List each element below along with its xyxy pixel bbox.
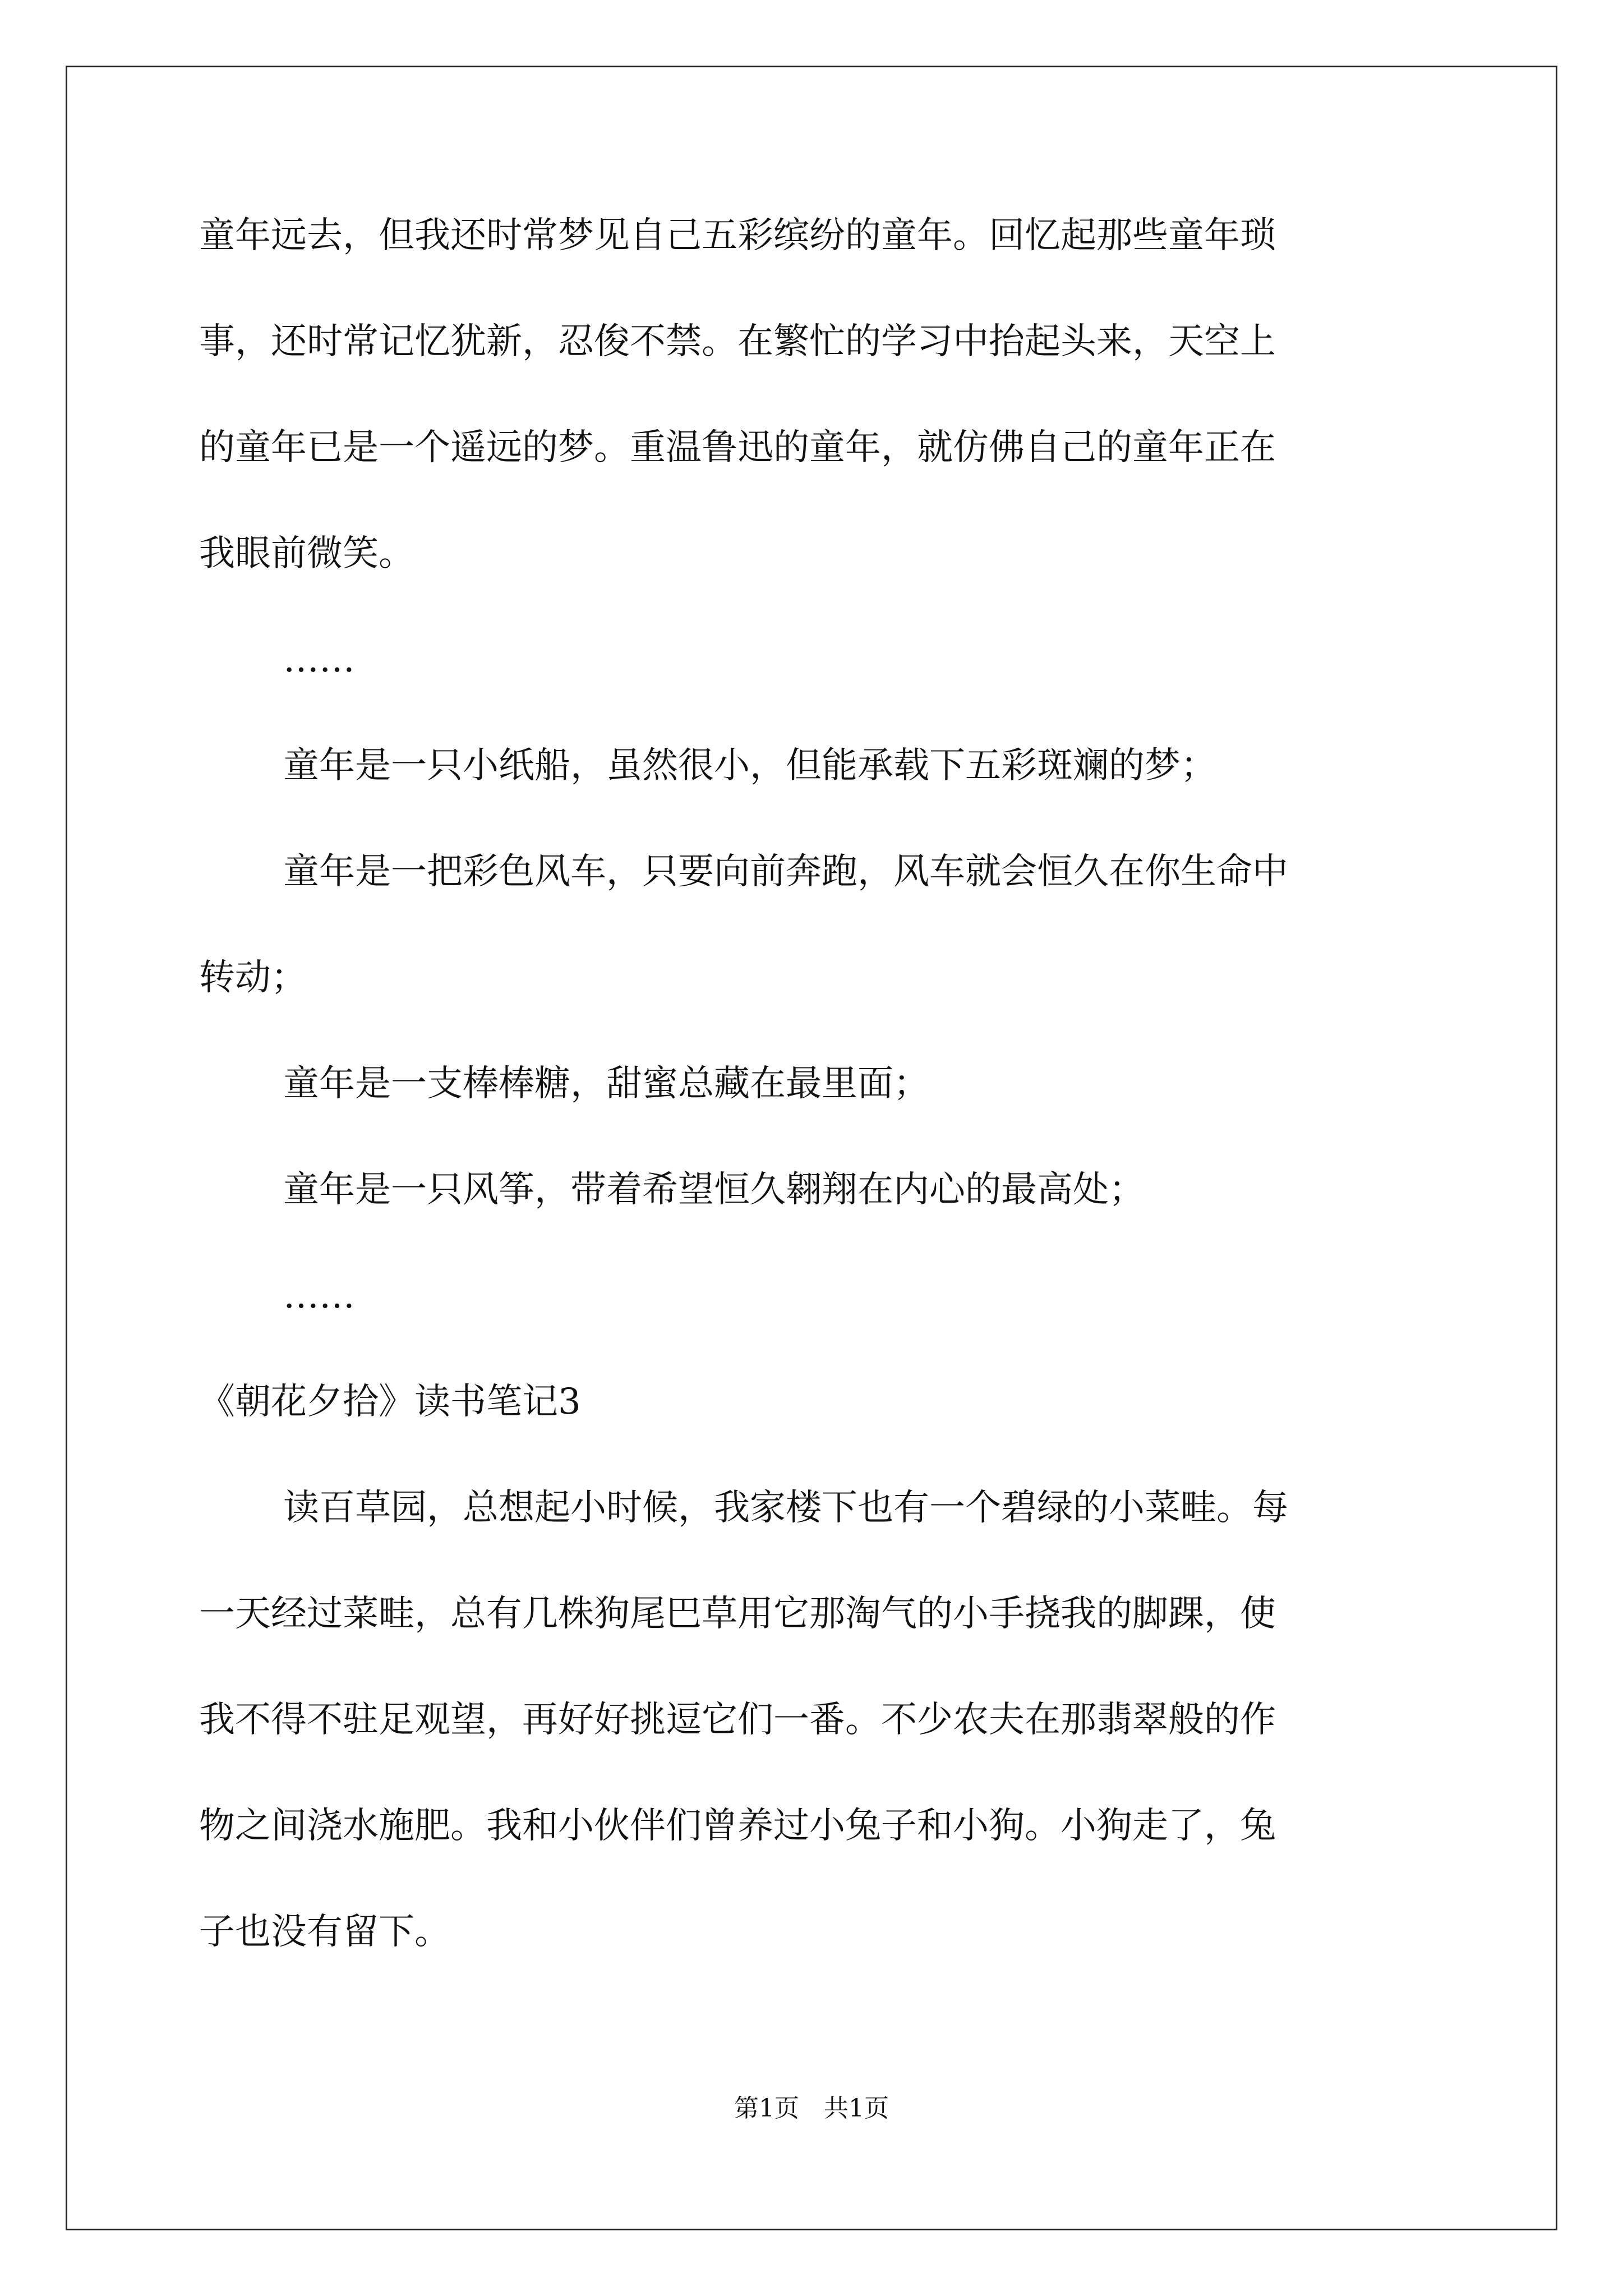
- paragraph-line: 童年是一只风筝，带着希望恒久翱翔在内心的最高处；: [283, 1169, 1145, 1211]
- paragraph-line: 童年是一支棒棒糖，甜蜜总藏在最里面；: [283, 1063, 929, 1105]
- paragraph-line: 的童年已是一个遥远的梦。重温鲁迅的童年，就仿佛自己的童年正在: [199, 427, 1276, 468]
- paragraph-line: 物之间浇水施肥。我和小伙伴们曾养过小兔子和小狗。小狗走了，兔: [199, 1805, 1276, 1847]
- paragraph-line: 转动；: [199, 957, 307, 999]
- paragraph-line: 一天经过菜畦，总有几株狗尾巴草用它那淘气的小手挠我的脚踝，使: [199, 1593, 1276, 1635]
- paragraph-line: 童年是一把彩色风车，只要向前奔跑，风车就会恒久在你生命中: [283, 851, 1288, 892]
- paragraph-line: 童年是一只小纸船，虽然很小，但能承载下五彩斑斓的梦；: [283, 745, 1216, 786]
- page-border: [66, 66, 1557, 2230]
- page-footer: 第1页 共1页: [734, 2094, 889, 2123]
- paragraph-line: 我眼前微笑。: [199, 533, 414, 574]
- section-heading: 《朝花夕拾》读书笔记3: [199, 1381, 581, 1423]
- ellipsis: ……: [283, 639, 355, 680]
- paragraph-line: 子也没有留下。: [199, 1911, 450, 1953]
- ellipsis: ……: [283, 1275, 355, 1317]
- paragraph-line: 我不得不驻足观望，再好好挑逗它们一番。不少农夫在那翡翠般的作: [199, 1699, 1276, 1741]
- paragraph-line: 童年远去，但我还时常梦见自己五彩缤纷的童年。回忆起那些童年琐: [199, 215, 1276, 256]
- paragraph-line: 事，还时常记忆犹新，忍俊不禁。在繁忙的学习中抬起头来，天空上: [199, 321, 1276, 362]
- paragraph-line: 读百草园，总想起小时候，我家楼下也有一个碧绿的小菜畦。每: [283, 1487, 1288, 1529]
